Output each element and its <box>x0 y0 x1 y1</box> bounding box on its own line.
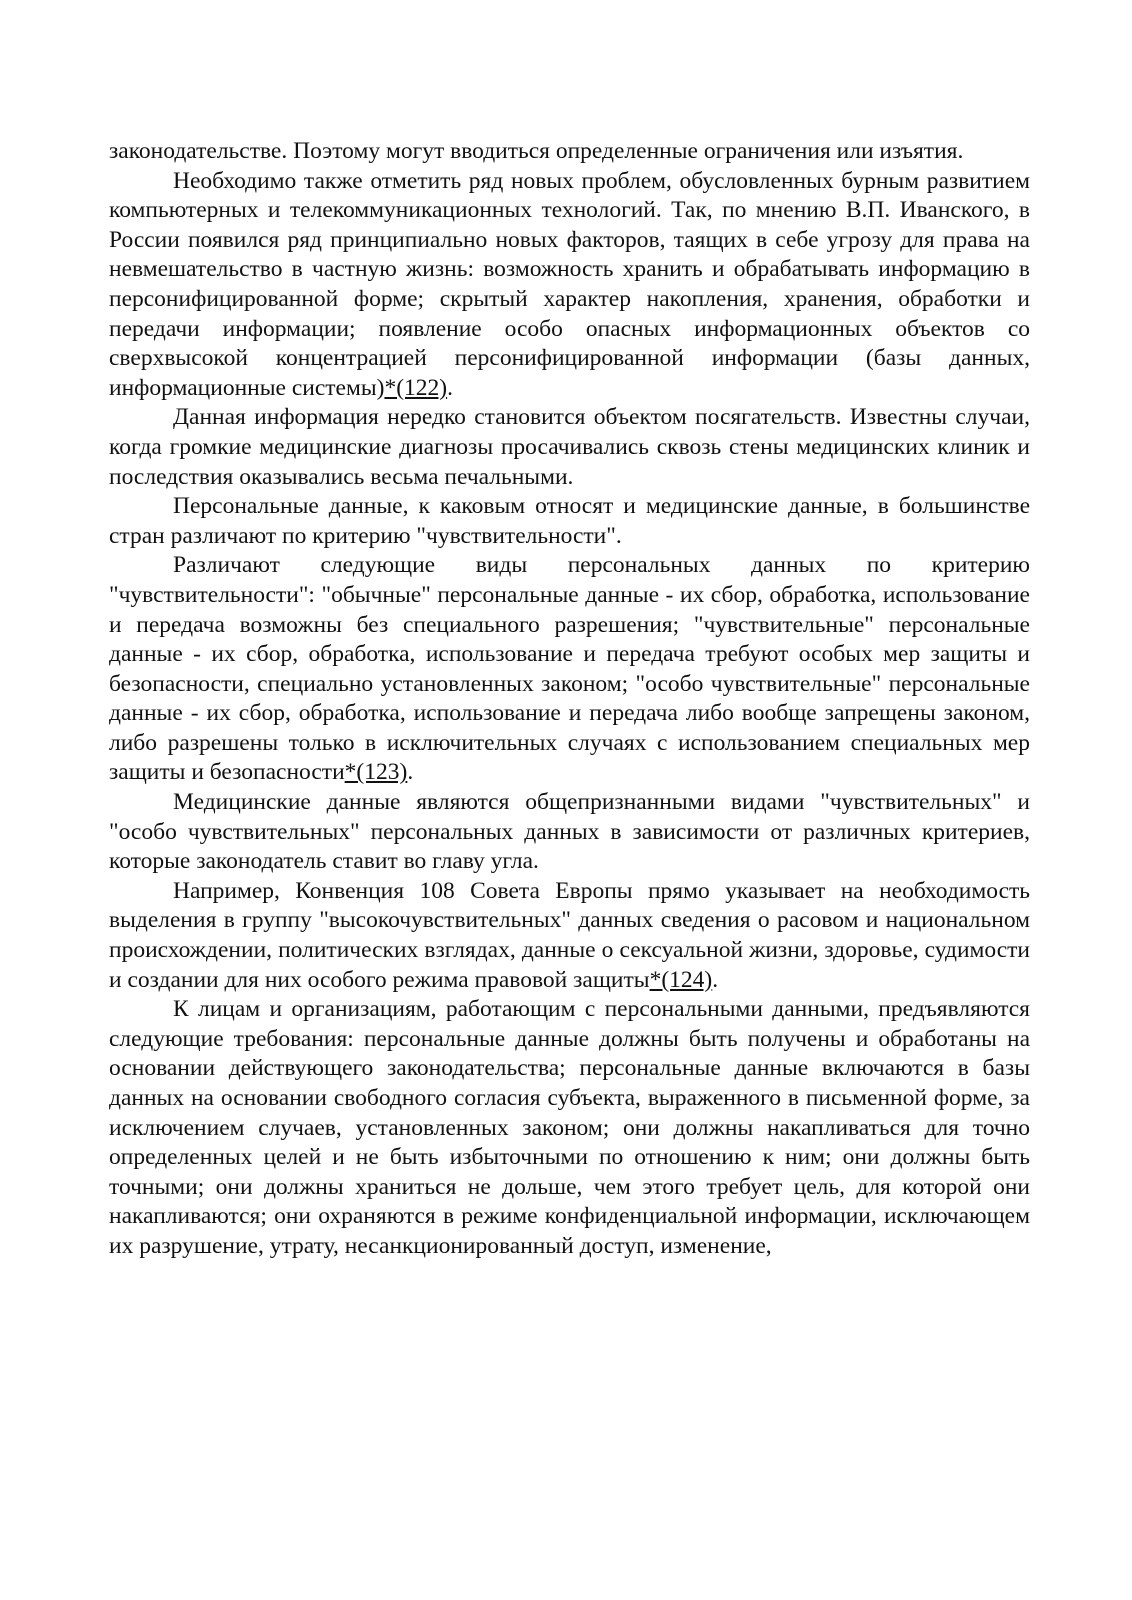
paragraph-text: Данная информация нередко становится объектом посягательств. Известны случаи, когда громкие медицинские диагнозы просачивались сквозь стены медицинских клиник и последствия оказывались весьма печальными. <box>109 404 1030 490</box>
footnote-link-122[interactable]: *(122) <box>384 374 448 401</box>
paragraph <box>109 492 1030 551</box>
paragraph <box>109 551 1030 788</box>
paragraph-tail: . <box>712 966 719 993</box>
paragraph <box>109 137 1030 167</box>
paragraph <box>109 995 1030 1261</box>
paragraph-text: Например, Конвенция 108 Совета Европы прямо указывает на необходимость выделения в группу "высокочувствительных" данных сведения о расовом и национальном происхождении, политических взглядах, данные о сексуальной жизни, здоровье, судимости и создании для них особого режима правовой защиты <box>109 877 1030 993</box>
document-page <box>109 137 1030 1262</box>
paragraph <box>109 167 1030 404</box>
paragraph-text: законодательстве. Поэтому могут вводиться определенные ограничения или изъятия. <box>109 138 964 164</box>
paragraph-text: Медицинские данные являются общепризнанными видами "чувствительных" и "особо чувствительных" персональных данных в зависимости от различных критериев, которые законодатель ставит во главу угла. <box>109 789 1030 875</box>
paragraph-tail: . <box>407 759 414 786</box>
paragraph-text: К лицам и организациям, работающим с персональными данными, предъявляются следующие требования: персональные данные должны быть получены и обработаны на основании действующего законодательства; персональные данные включаются в базы данных на основании свободного согласия субъекта, выраженного в письменной форме, за исключением случаев, установленных законом; они должны накапливаться для точно определенных целей и не быть избыточными по отношению к ним; они должны быть точными; они должны храниться не дольше, чем этого требует цель, для которой они накапливаются; они охраняются в режиме конфиденциальной информации, исключающем их разрушение, утрату, несанкционированный доступ, изменение, <box>109 996 1030 1259</box>
paragraph-text: Различают следующие виды персональных данных по критерию "чувствительности": "обычные" персональные данные - их сбор, обработка, использование и передача возможны без специального разрешения; "чувствительные" персональные данные - их сбор, обработка, использование и передача требуют особых мер защиты и безопасности, специально установленных законом; "особо чувствительные" персональные данные - их сбор, обработка, использование и передача либо вообще запрещены законом, либо разрешены только в исключительных случаях с использованием специальных мер защиты и безопасности <box>109 552 1030 786</box>
paragraph <box>109 788 1030 877</box>
paragraph <box>109 403 1030 492</box>
paragraph-tail: . <box>447 374 453 401</box>
footnote-link-124[interactable]: *(124) <box>649 966 713 993</box>
paragraph <box>109 877 1030 995</box>
footnote-link-123[interactable]: *(123) <box>344 759 408 786</box>
paragraph-text: Персональные данные, к каковым относят и медицинские данные, в большинстве стран различают по критерию "чувствительности". <box>109 493 1030 549</box>
paragraph-text: Необходимо также отметить ряд новых проблем, обусловленных бурным развитием компьютерных и телекоммуникационных технологий. Так, по мнению В.П. Иванского, в России появился ряд принципиально новых факторов, таящих в себе угрозу для права на невмешательство в частную жизнь: возможность хранить и обрабатывать информацию в персонифицированной форме; скрытый характер накопления, хранения, обработки и передачи информации; появление особо опасных информационных объектов со сверхвысокой концентрацией персонифицированной информации (базы данных, информационные системы) <box>109 167 1030 401</box>
